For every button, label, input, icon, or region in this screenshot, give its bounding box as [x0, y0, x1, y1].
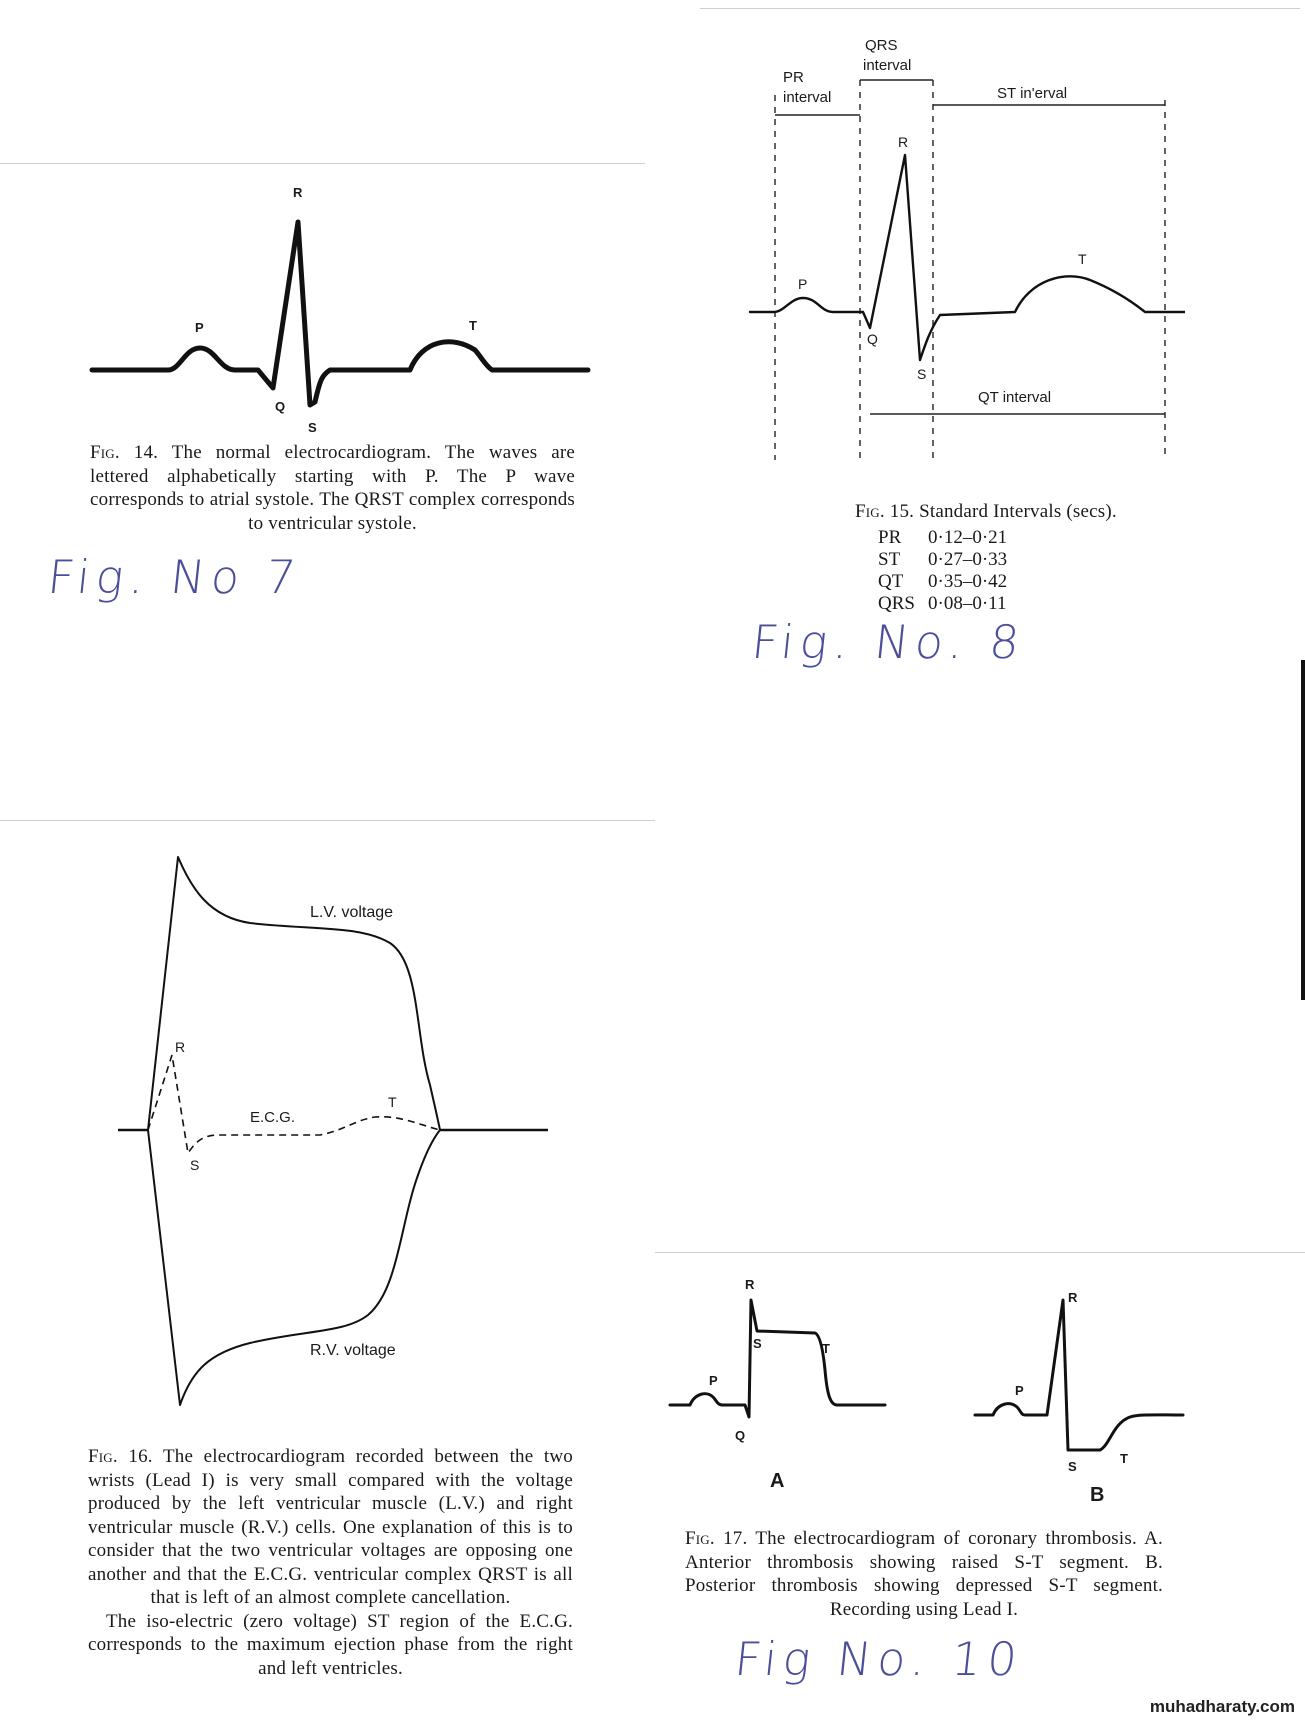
fig17-b-label-s: S: [1068, 1459, 1077, 1474]
fig15-label-q: Q: [867, 331, 878, 347]
fig15-interval-range: 0·35–0·42: [928, 571, 1008, 592]
fig15-caption-label: Fig. 15.: [855, 501, 915, 522]
fig15-caption: [855, 500, 1195, 524]
fig15-label-pr-interval-2: interval: [783, 89, 832, 106]
fig17-caption: [685, 1527, 1163, 1621]
fig17-diagram-b: [965, 1285, 1195, 1515]
fig16-caption-label: Fig. 16.: [88, 1446, 153, 1467]
fig14-caption-text: The normal electrocardiogram. The waves are lettered alphabetically starting with P. The P wave corresponds to atrial systole. The QRST complex corresponds to ventricular systole.: [90, 442, 576, 534]
separator-top-left: [0, 163, 645, 164]
fig15-interval-range: 0·12–0·21: [928, 527, 1008, 548]
fig17-diagram-a: [665, 1275, 895, 1490]
fig16-label-r: R: [175, 1039, 186, 1055]
fig14-label-s: S: [308, 420, 317, 435]
fig15-interval-table: [878, 527, 1007, 615]
fig15-interval-range: 0·08–0·11: [928, 593, 1007, 614]
fig17-a-label-t: T: [822, 1341, 830, 1356]
fig16-caption-para-2: The iso-electric (zero voltage) ST region of the E.C.G. corresponds to the maximum ejection phase from the right and left ventricles.: [88, 1610, 573, 1679]
fig15-label-qt-interval: QT interval: [978, 389, 1052, 406]
fig17-a-ecg-trace: [670, 1300, 885, 1417]
fig17-b-label-letter: B: [1090, 1484, 1105, 1506]
fig15-label-t: T: [1078, 251, 1087, 267]
fig17-b-ecg-trace: [975, 1300, 1183, 1450]
fig16-label-lv: L.V. voltage: [310, 904, 394, 921]
fig14-label-t: T: [469, 318, 477, 333]
fig15-label-qrs-interval-1: QRS: [865, 37, 898, 54]
fig15-handwritten-label: Fig. No. 8: [749, 615, 1028, 669]
fig15-interval-name: PR: [878, 527, 902, 548]
fig15-interval-name: ST: [878, 549, 901, 570]
fig14-label-q: Q: [275, 399, 286, 414]
fig17-caption-label: Fig. 17.: [685, 1528, 748, 1549]
fig17-handwritten-label: Fig No. 10: [732, 1632, 1026, 1686]
fig14-diagram: [80, 180, 600, 440]
fig17-a-label-q: Q: [735, 1428, 746, 1443]
fig16-diagram: [100, 845, 570, 1425]
fig16-label-rv: R.V. voltage: [310, 1342, 396, 1359]
fig15-interval-row: [878, 527, 1007, 549]
fig17-a-label-s: S: [753, 1336, 762, 1351]
fig15-label-r: R: [898, 134, 909, 150]
fig16-caption: [88, 1445, 573, 1680]
fig16-caption-text: The electrocardiogram recorded between the two wrists (Lead I) is very small compared with the voltage produced by the left ventricular muscle (L.V.) and right ventricular muscle (R.V.) cells. One explanation of this is to consider that the two ventricular voltages are opposing one another and that the E.C.G. ventricular complex QRST is all that is left of an almost complete cancellation.: [88, 1446, 574, 1608]
fig15-label-st-interval: ST in'erval: [997, 85, 1068, 102]
fig14-handwritten-label: Fig. No 7: [45, 550, 305, 604]
fig15-interval-range: 0·27–0·33: [928, 549, 1008, 570]
fig15-interval-row: [878, 593, 1007, 615]
fig14-label-r: R: [293, 185, 303, 200]
fig15-label-pr-interval-1: PR: [783, 69, 804, 86]
fig14-caption: [90, 441, 575, 535]
fig14-caption-label: Fig. 14.: [90, 442, 159, 463]
fig15-caption-text: Standard Intervals (secs).: [919, 501, 1117, 522]
fig15-label-qrs-interval-2: interval: [863, 57, 912, 74]
separator-bottom-right: [655, 1252, 1305, 1253]
fig16-caption-para-1: [88, 1445, 573, 1610]
fig15-interval-row: [878, 549, 1007, 571]
fig15-interval-name: QRS: [878, 593, 915, 614]
fig17-b-label-p: P: [1015, 1383, 1024, 1398]
scan-edge-shadow: [1301, 660, 1305, 1000]
fig15-ecg-trace: [750, 155, 1185, 360]
fig16-label-t: T: [388, 1094, 397, 1110]
fig14-ecg-trace: [92, 222, 588, 405]
fig16-label-s: S: [190, 1157, 200, 1173]
fig17-caption-text: The electrocardiogram of coronary thrombosis. A. Anterior thrombosis showing raised S-T segment. B. Posterior thrombosis showing depressed S-T segment. Recording using Lead I.: [685, 1528, 1163, 1620]
site-watermark: muhadharaty.com: [1149, 1697, 1295, 1716]
fig15-label-s: S: [917, 366, 927, 382]
fig15-interval-name: QT: [878, 571, 904, 592]
fig15-label-p: P: [798, 276, 808, 292]
separator-mid-left: [0, 820, 655, 821]
fig17-b-label-r: R: [1068, 1290, 1078, 1305]
fig16-lv-voltage-curve: [148, 857, 440, 1130]
fig17-a-label-p: P: [709, 1373, 718, 1388]
fig17-a-label-letter: A: [770, 1470, 785, 1490]
fig16-label-ecg: E.C.G.: [250, 1109, 296, 1126]
fig14-label-p: P: [195, 320, 204, 335]
separator-top-right: [700, 8, 1300, 9]
fig15-diagram: [745, 30, 1185, 470]
fig15-interval-row: [878, 571, 1007, 593]
fig17-b-label-t: T: [1120, 1451, 1128, 1466]
fig17-a-label-r: R: [745, 1277, 755, 1292]
